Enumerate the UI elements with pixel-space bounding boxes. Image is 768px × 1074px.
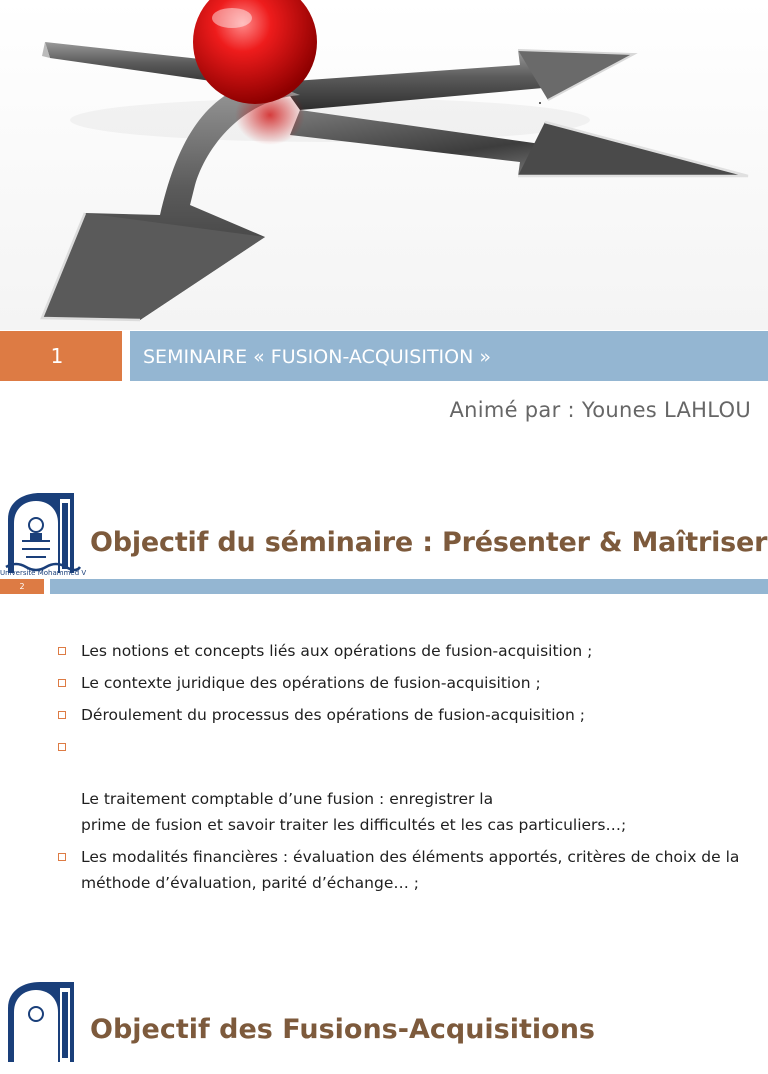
university-logo xyxy=(0,489,87,581)
university-logo-icon xyxy=(0,978,84,1070)
slide-number-badge xyxy=(0,331,122,381)
slide-title-bar xyxy=(130,331,768,381)
list-item xyxy=(58,638,748,664)
objectives-list xyxy=(58,638,748,902)
hero-image-arrows xyxy=(0,0,768,330)
list-item-text: Le contexte juridique des opérations de fusion-acquisition ; xyxy=(81,674,541,692)
slide-number: 2 xyxy=(19,582,25,591)
presenter-line: Animé par : Younes LAHLOU xyxy=(449,398,751,422)
list-item xyxy=(58,670,748,696)
slide-number: 1 xyxy=(50,344,64,368)
list-item-text: Les notions et concepts liés aux opérations de fusion-acquisition ; xyxy=(81,642,593,660)
square-bullet-icon xyxy=(58,711,66,719)
list-item-text: Le traitement comptable d’une fusion : enregistrer la prime de fusion et savoir traiter les difficultés et les cas particuliers…; xyxy=(81,790,627,834)
square-bullet-icon xyxy=(58,679,66,687)
list-item xyxy=(58,702,748,728)
square-bullet-icon xyxy=(58,647,66,655)
logo-caption: Université Mohammed V xyxy=(0,569,87,577)
list-item xyxy=(58,844,748,896)
crossroads-arrows-illustration xyxy=(0,0,768,330)
square-bullet-icon xyxy=(58,743,66,751)
list-item-text: Déroulement du processus des opérations de fusion-acquisition ; xyxy=(81,706,585,724)
slide-title: SEMINAIRE « FUSION-ACQUISITION » xyxy=(143,346,491,368)
list-item xyxy=(58,734,748,838)
slide-number-badge xyxy=(0,579,44,594)
slide-title: Objectif du séminaire : Présenter & Maîtriser xyxy=(90,527,768,558)
university-logo xyxy=(0,978,84,1070)
slide-title-bar xyxy=(50,579,768,594)
university-logo-icon xyxy=(0,489,87,581)
slide-title: Objectif des Fusions-Acquisitions xyxy=(90,1014,595,1045)
slide-1 xyxy=(0,0,768,462)
list-item-text: Les modalités financières : évaluation des éléments apportés, critères de choix de la méthode d’évaluation, parité d’échange… ; xyxy=(81,848,740,892)
slide-3 xyxy=(0,970,768,1045)
square-bullet-icon xyxy=(58,853,66,861)
slide-2 xyxy=(0,462,768,947)
